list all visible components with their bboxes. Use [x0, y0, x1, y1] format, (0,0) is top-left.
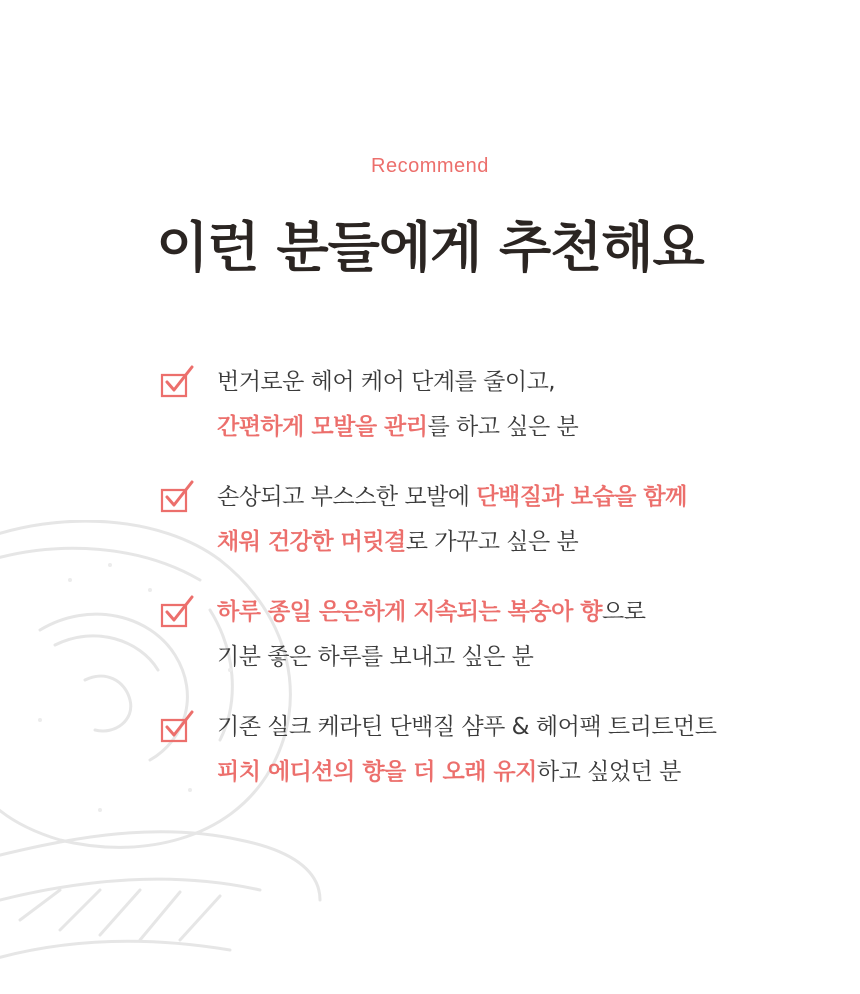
section-title: 이런 분들에게 추천해요 [156, 216, 704, 279]
checkbox-check-icon [160, 594, 194, 628]
checkbox-check-icon [160, 364, 194, 398]
item-text [217, 590, 645, 680]
highlight-text: 하루 종일 은은하게 지속되는 복숭아 향 [217, 599, 603, 625]
checkbox-check-icon [160, 709, 194, 743]
item-line: 기분 좋은 하루를 보내고 싶은 분 [217, 644, 534, 670]
highlight-text: 피치 에디션의 향을 더 오래 유지 [217, 759, 537, 785]
highlight-text: 단백질과 보습을 함께 [476, 484, 687, 510]
list-item [160, 475, 800, 590]
item-line: 손상되고 부스스한 모발에 단백질과 보습을 함께 [217, 484, 687, 510]
item-line: 기존 실크 케라틴 단백질 샴푸 & 헤어팩 트리트먼트 [217, 714, 717, 740]
recommend-list [160, 360, 800, 820]
item-text [217, 705, 716, 795]
item-line: 하루 종일 은은하게 지속되는 복숭아 향으로 [217, 599, 646, 625]
checkbox-check-icon [160, 479, 194, 513]
item-text [217, 475, 687, 565]
item-text [217, 360, 578, 450]
highlight-text: 간편하게 모발을 관리 [217, 414, 428, 440]
item-line: 번거로운 헤어 케어 단계를 줄이고, [217, 369, 556, 395]
highlight-text: 채워 건강한 머릿결 [217, 529, 406, 555]
item-line: 채워 건강한 머릿결로 가꾸고 싶은 분 [217, 529, 579, 555]
list-item [160, 705, 800, 820]
section-eyebrow: Recommend [371, 155, 489, 177]
list-item [160, 360, 800, 475]
list-item [160, 590, 800, 705]
item-line: 간편하게 모발을 관리를 하고 싶은 분 [217, 414, 579, 440]
item-line: 피치 에디션의 향을 더 오래 유지하고 싶었던 분 [217, 759, 681, 785]
